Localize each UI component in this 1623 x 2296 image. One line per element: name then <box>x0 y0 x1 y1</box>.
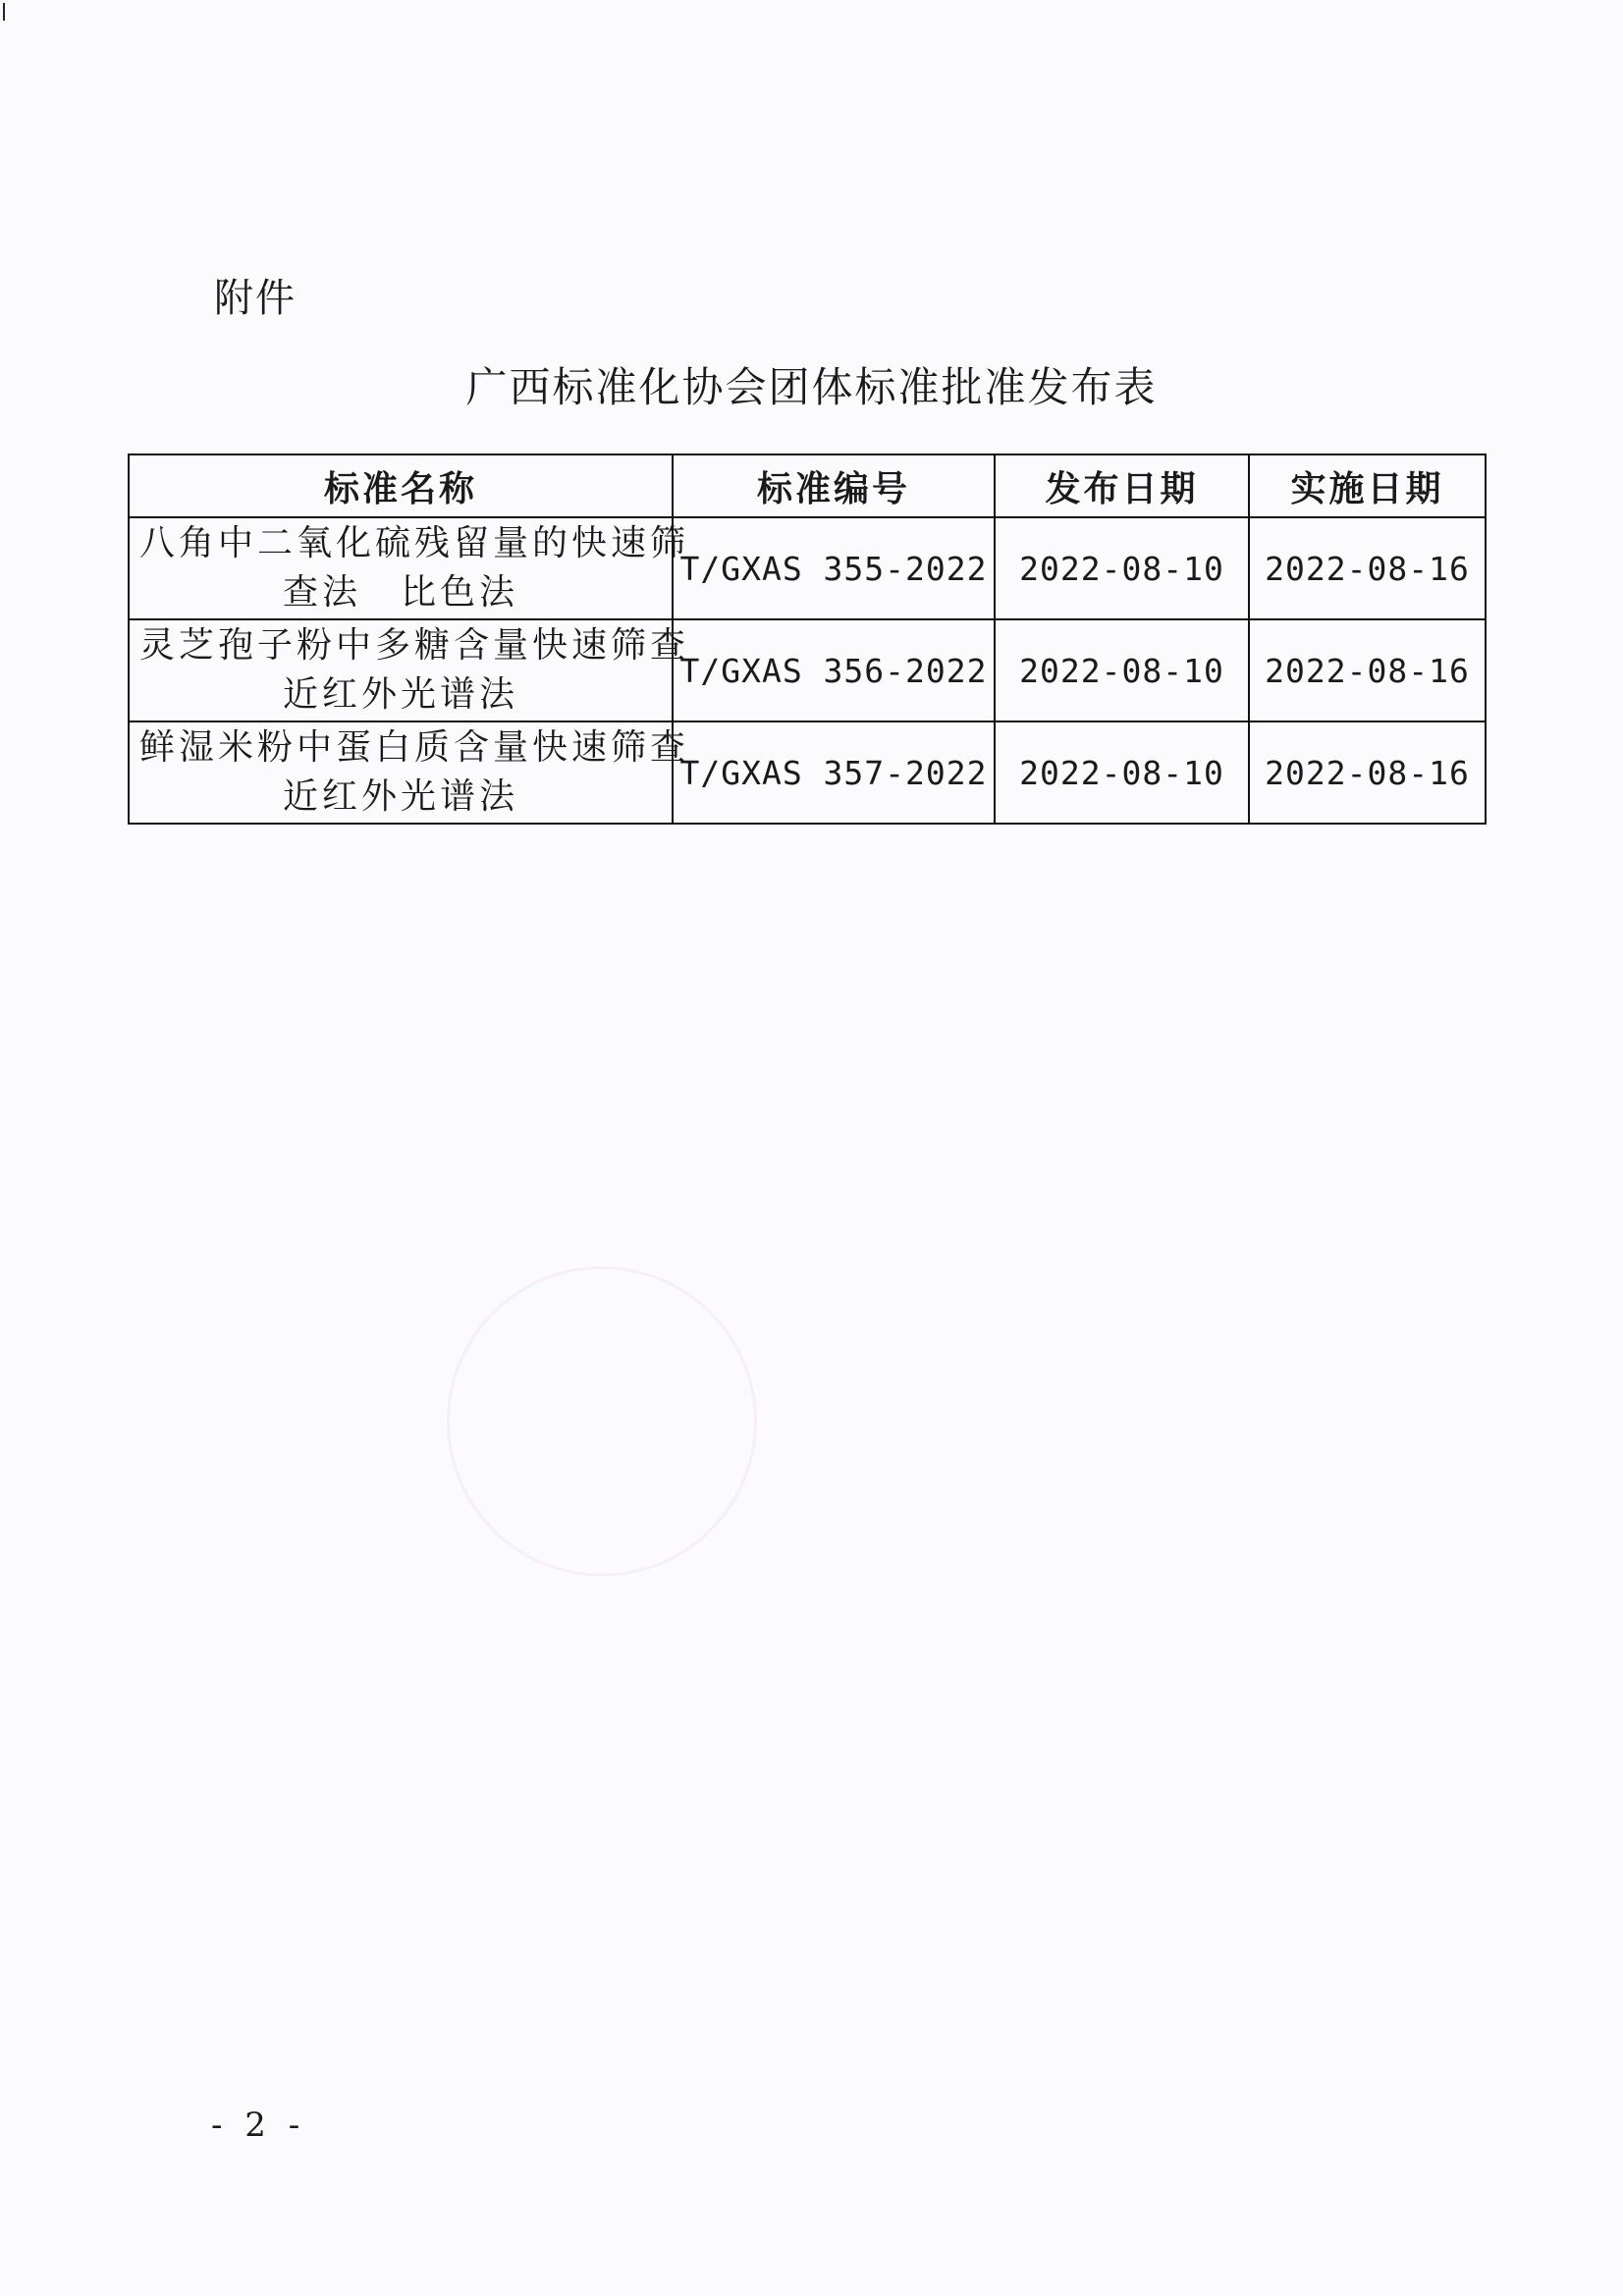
standard-name-line: 近红外光谱法 <box>282 674 518 715</box>
publish-date-cell: 2022-08-10 <box>995 619 1249 721</box>
table-header-row <box>129 454 1486 517</box>
implement-date-cell: 2022-08-16 <box>1249 517 1486 619</box>
attachment-label: 附件 <box>214 276 297 321</box>
publish-date-cell: 2022-08-10 <box>995 721 1249 824</box>
standard-name-line: 八角中二氧化硫残留量的快速筛 <box>139 523 690 563</box>
standard-name-line: 鲜湿米粉中蛋白质含量快速筛查 <box>139 727 690 768</box>
standard-name-line: 查法 比色法 <box>282 572 518 613</box>
standard-code-cell: T/GXAS 355-2022 <box>673 517 995 619</box>
page-number: - 2 - <box>211 2106 306 2145</box>
standards-table <box>128 454 1487 825</box>
header-standard-code: 标准编号 <box>673 454 995 517</box>
faded-seal-watermark <box>447 1266 757 1576</box>
standard-name-line: 近红外光谱法 <box>282 776 518 817</box>
standard-code-cell: T/GXAS 356-2022 <box>673 619 995 721</box>
standard-name-cell <box>129 619 690 721</box>
scan-mark <box>3 3 5 21</box>
header-standard-name: 标准名称 <box>129 454 673 517</box>
standard-name-cell <box>129 517 690 619</box>
publish-date-cell: 2022-08-10 <box>995 517 1249 619</box>
header-publish-date: 发布日期 <box>995 454 1249 517</box>
standard-name-line: 灵芝孢子粉中多糖含量快速筛查 <box>139 625 690 666</box>
standard-code-cell: T/GXAS 357-2022 <box>673 721 995 824</box>
table-row <box>129 721 1486 824</box>
page-title: 广西标准化协会团体标准批准发布表 <box>465 363 1158 411</box>
implement-date-cell: 2022-08-16 <box>1249 721 1486 824</box>
implement-date-cell: 2022-08-16 <box>1249 619 1486 721</box>
table-row <box>129 517 1486 619</box>
standard-name-cell <box>129 721 690 824</box>
table-row <box>129 619 1486 721</box>
header-implement-date: 实施日期 <box>1249 454 1486 517</box>
